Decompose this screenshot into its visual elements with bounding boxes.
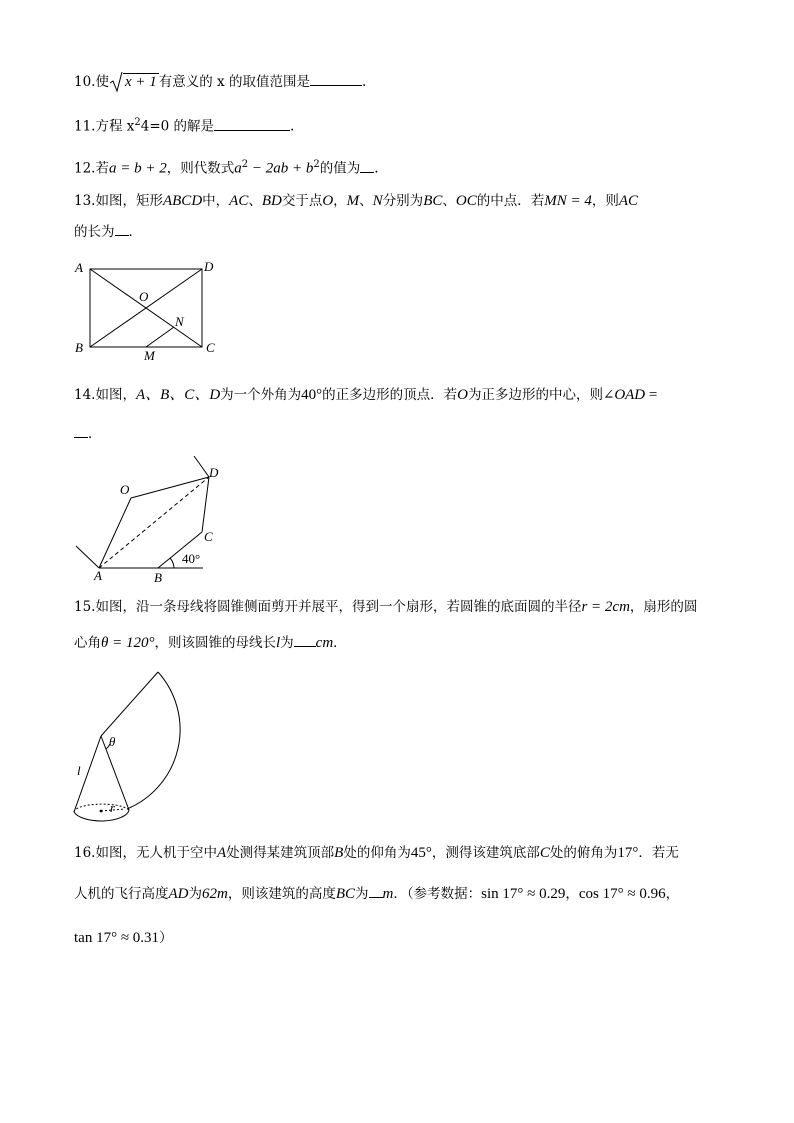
q15-text-a: 15.如图，沿一条母线将圆锥侧面剪开并展平，得到一个扇形，若圆锥的底面圆的半径 [74,599,582,615]
question-15-line-1 [74,597,697,617]
answer-blank-15[interactable] [294,634,316,647]
q12-condition: a = b + 2 [108,160,167,177]
q16-text-2e: ．（参考数据： [393,886,482,902]
radicand: x + 1 [124,74,157,90]
q16-ad: AD [168,886,189,902]
q11-sup: 2 [134,117,141,128]
q16-text-c: 处的仰角为 [343,845,411,861]
q12-expr-mid: − 2ab + b [248,160,314,177]
q14-angle: 40° [301,387,323,403]
q16-cos: cos 17° ≈ 0.96 [578,886,666,902]
q13-line2: 的长为 [74,224,115,240]
label-theta: θ [109,734,116,749]
question-14-line-1 [74,385,657,405]
segment-mn [146,327,174,347]
angle-arc-40 [170,558,174,568]
label-d: D [209,465,219,480]
q16-bc: BC [335,886,356,902]
q13-sep4: 、 [442,193,456,209]
q13-sep3: 、 [359,193,373,209]
q12-prefix: 12.若 [74,160,109,177]
question-13-line-1 [74,191,638,211]
question-12 [74,155,379,179]
cone-figure [70,668,210,833]
answer-blank-14[interactable] [74,425,88,438]
question-14-line-2 [74,424,102,444]
segment-ao [99,498,131,568]
q16-b: B [334,845,344,861]
q11-mid: 4=0 的解是 [140,118,215,135]
q16-text-2d: 为 [355,886,369,902]
q13-abcd: ABCD [162,193,203,209]
label-b: B [154,570,162,585]
q16-angle-45: 45° [410,845,432,861]
q12-expr-a: a [234,160,242,177]
q13-ac: AC [229,193,249,209]
q16-text-2c: ，则该建筑的高度 [227,886,336,902]
q13-bc: BC [423,193,443,209]
q15-end: ． [333,635,347,651]
label-c: C [204,529,213,544]
q14-text-e: = [645,387,658,403]
q13-bd: BD [261,193,282,209]
q15-text-2a: 心角 [74,635,101,651]
answer-blank-11[interactable] [214,118,290,131]
sector-radius-upper [101,672,158,736]
label-angle-40: 40° [182,551,201,566]
label-b: B [75,340,83,355]
label-a: A [94,568,102,583]
q14-text-d: 为正多边形的中心，则∠ [468,387,615,403]
segment-od [131,477,209,498]
sector-arc [127,672,180,809]
q16-text-a: 16.如图，无人机于空中 [74,845,217,861]
q13-text-e: 的中点．若 [476,193,545,209]
edge-left-extension [76,546,99,568]
label-a: A [75,260,83,275]
q13-text-a: 13.如图，矩形 [74,193,163,209]
q15-text-b: ，扇形的圆 [629,599,698,615]
q13-text-d: 分别为 [382,193,424,209]
q10-prefix: 10.使 [74,74,109,90]
answer-blank-16[interactable] [369,885,383,898]
q14-text-a: 14.如图， [74,387,136,403]
q13-text-f: ，则 [591,193,619,209]
rectangle-figure [70,256,230,366]
answer-blank-12[interactable] [360,160,374,173]
q14-points: A、B、C、D [135,387,221,403]
edge-d-extension [194,456,209,477]
q12-sup-a: 2 [241,159,249,170]
question-11 [74,113,294,137]
polygon-figure [70,452,240,588]
q16-angle-17: 17° [617,845,639,861]
q12-sup-b: 2 [313,159,320,170]
q14-end: ． [88,426,102,442]
label-c: C [206,340,215,355]
q13-oc: OC [455,193,477,209]
label-d: D [204,259,214,274]
q16-sep1: ， [565,886,579,902]
answer-blank-13[interactable] [115,223,129,236]
question-15-line-2 [74,633,347,653]
q16-text-2b: 为 [188,886,202,902]
q14-o: O [457,387,468,403]
question-10 [74,72,366,92]
label-r: r [110,800,116,815]
label-n: N [175,314,184,329]
label-o: O [139,289,149,304]
q16-close: ） [159,930,173,946]
question-16-line-1 [74,843,679,863]
q11-prefix: 11.方程 x [74,118,135,135]
q15-text-2c: 为 [280,635,294,651]
q14-text-c: 的正多边形的顶点．若 [322,387,458,403]
edge-cd [202,477,209,532]
q14-oad: OAD [614,387,646,403]
q13-text-b: 中， [202,193,230,209]
q16-unit: m [382,886,394,902]
radical-sign-icon [109,71,123,93]
q11-end: . [290,118,295,135]
q15-theta: θ = 120° [101,635,155,651]
q10-suffix: 有意义的 x 的取值范围是 [158,74,310,90]
q16-height: 62m [202,886,228,902]
base-center-dot [100,810,103,813]
q16-text-f: ．若无 [638,845,679,861]
q12-end: . [374,160,379,177]
q15-r: r = 2cm [581,599,630,615]
q12-suffix: 的值为 [319,160,361,177]
q15-unit: cm [315,635,334,651]
q13-m: M [346,193,360,209]
q13-mn: MN = 4 [544,193,592,209]
q16-text-e: 处的俯角为 [549,845,618,861]
q15-text-2b: ，则该圆锥的母线长 [154,635,276,651]
q16-text-2a: 人机的飞行高度 [74,886,169,902]
q13-text-c: 交于点 [281,193,323,209]
label-m: M [144,348,155,363]
q15-l: l [276,635,281,651]
sqrt-expression [109,72,159,92]
question-13-line-2 [74,222,142,242]
q16-sin: sin 17° ≈ 0.29 [481,886,566,902]
q13-o: O [322,193,334,209]
q13-sep2: ， [333,193,347,209]
q14-text-b: 为一个外角为 [220,387,302,403]
q12-mid: ，则代数式 [166,160,235,177]
q16-c: C [539,845,550,861]
q16-sep2: ， [665,886,680,902]
q13-sep1: 、 [248,193,262,209]
question-16-line-3 [74,928,173,948]
label-o: O [120,482,130,497]
q16-a: A [216,845,227,861]
q13-end: ． [128,224,142,240]
answer-blank-10[interactable] [310,73,362,86]
q13-ac2: AC [618,193,638,209]
q16-tan: tan 17° ≈ 0.31 [74,930,160,946]
label-l: l [77,763,81,778]
q16-text-d: ，测得该建筑底部 [431,845,540,861]
q13-n: N [372,193,383,209]
q10-end: . [361,74,367,90]
q16-text-b: 处测得某建筑顶部 [226,845,335,861]
question-16-line-2 [74,884,679,904]
